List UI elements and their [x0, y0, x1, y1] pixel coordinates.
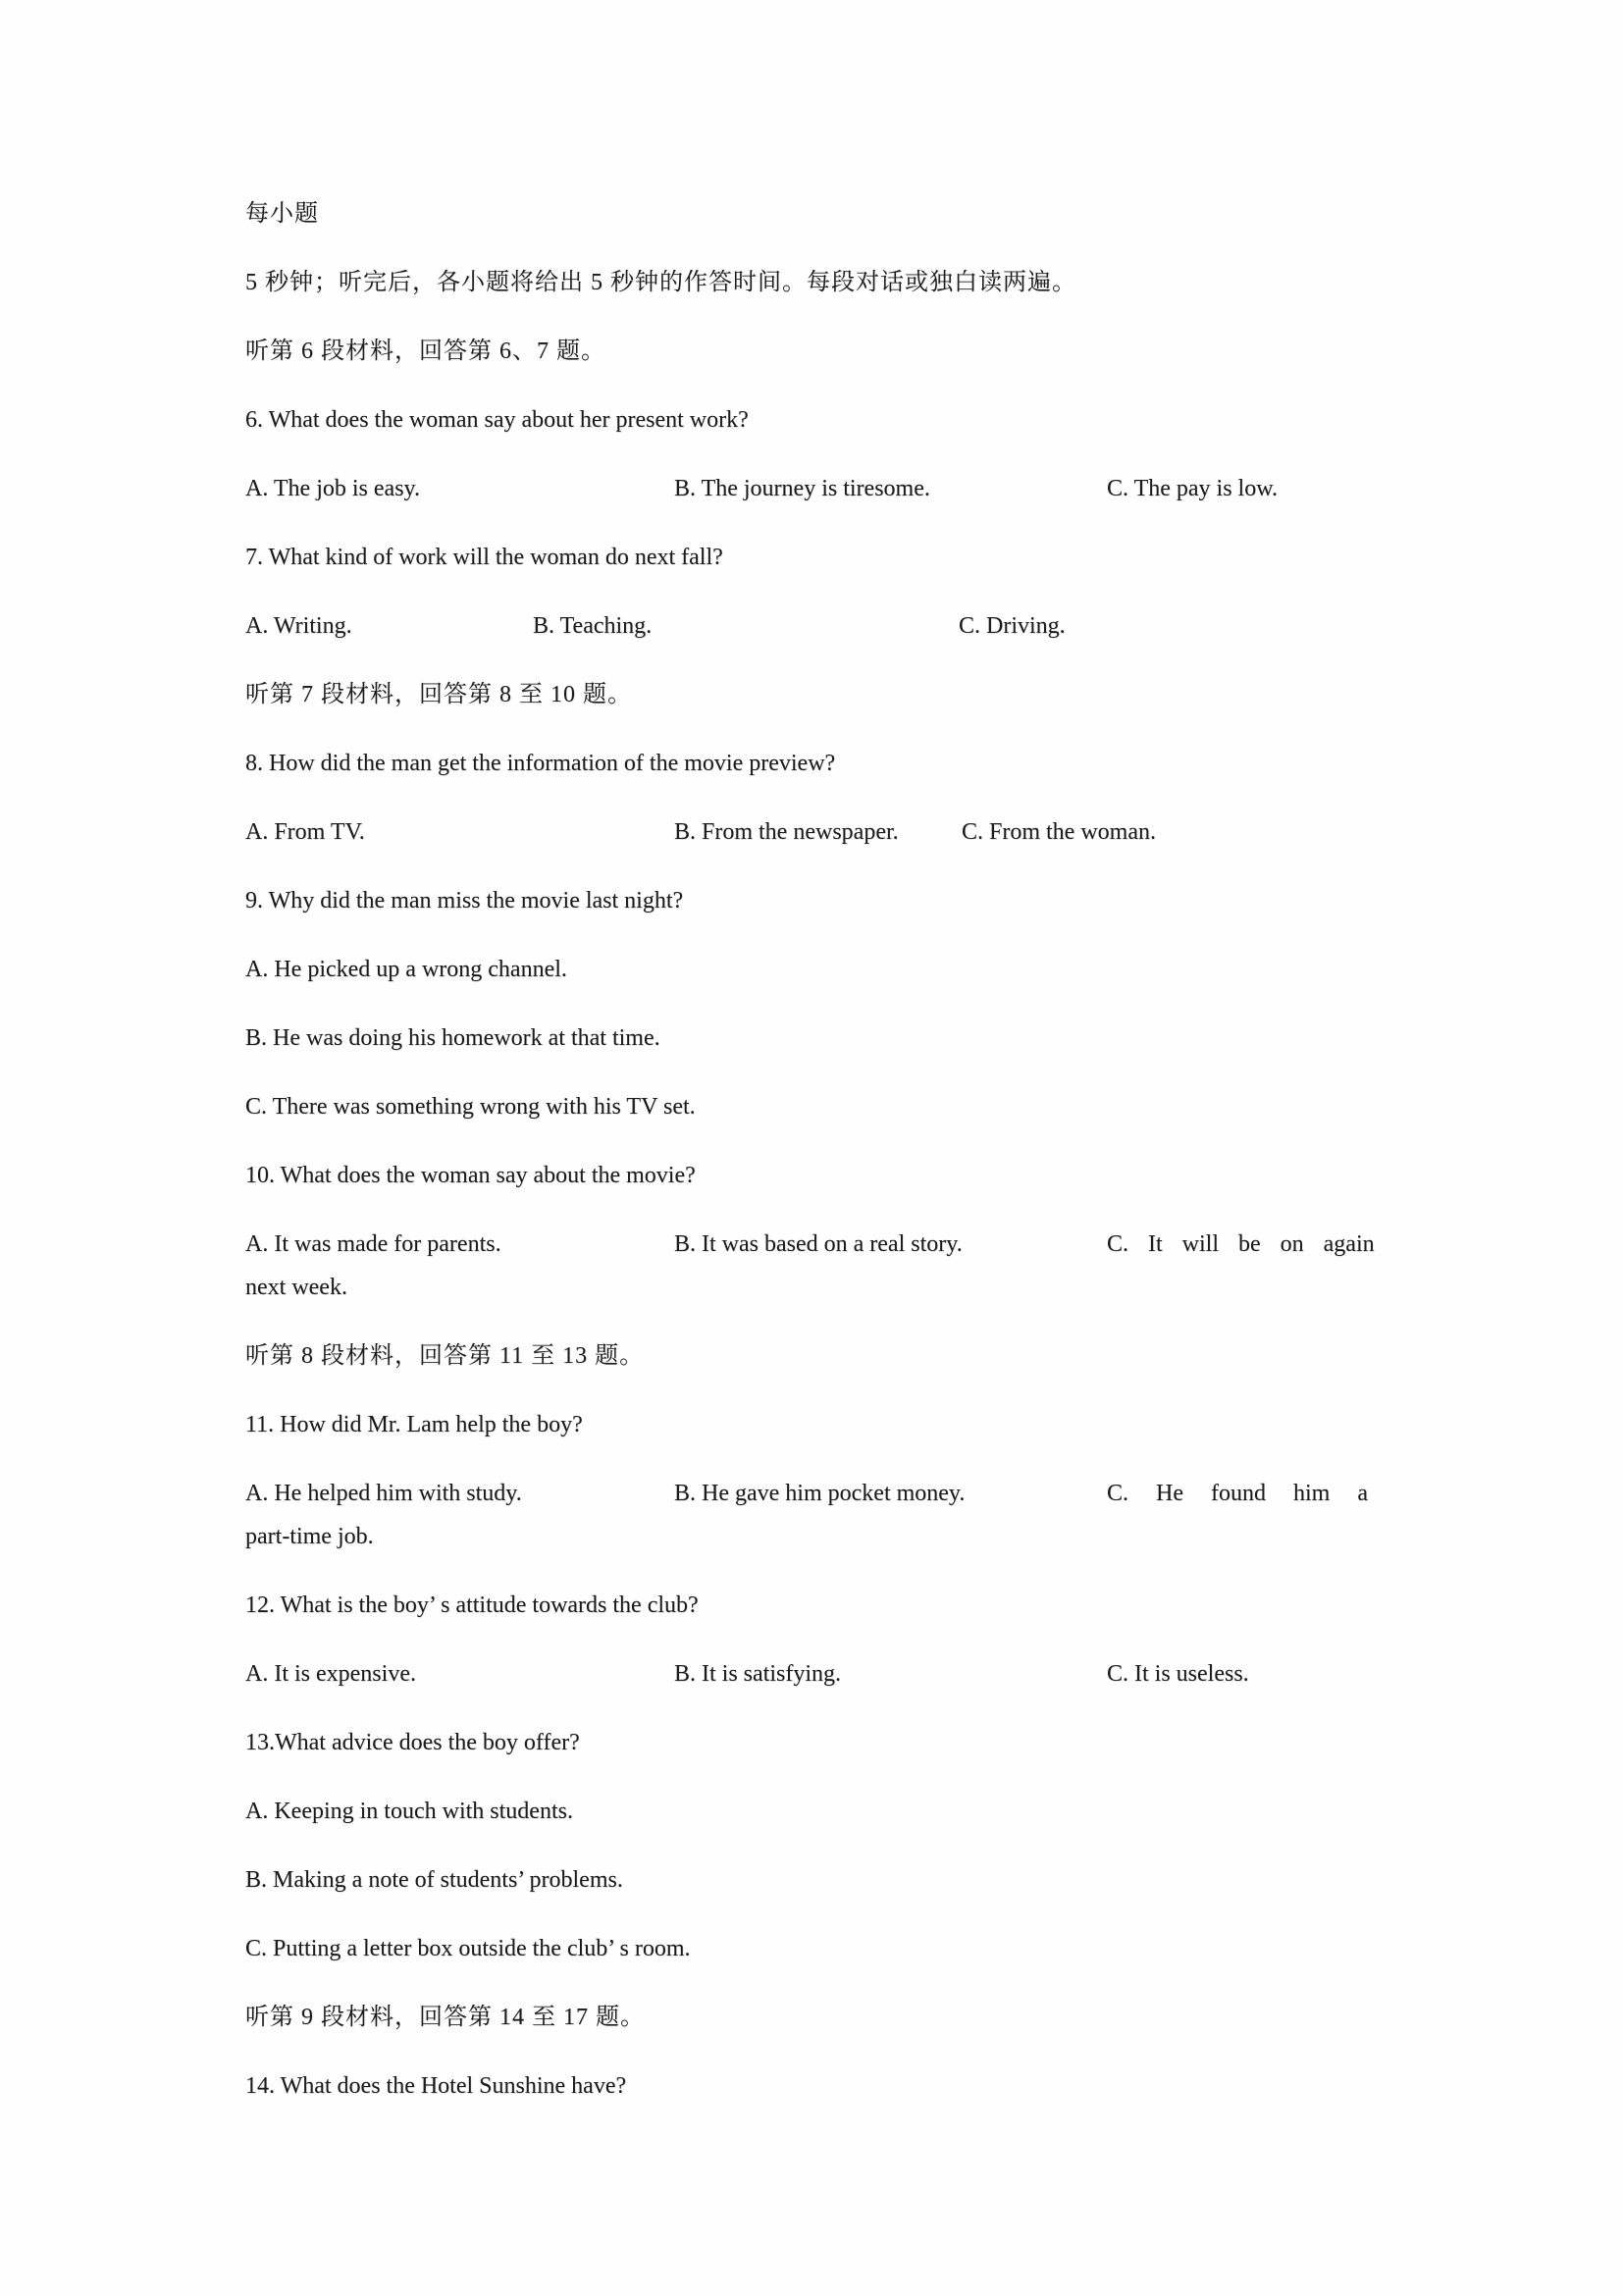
- section-header-8-10: 听第 7 段材料，回答第 8 至 10 题。: [245, 682, 632, 707]
- section-header-14-17: 听第 9 段材料，回答第 14 至 17 题。: [245, 2005, 645, 2030]
- question-8-options: [245, 810, 1384, 854]
- option-13-c: C. Putting a letter box outside the club’ s room.: [245, 1936, 691, 1961]
- section-header-6-7: 听第 6 段材料，回答第 6、7 题。: [245, 339, 605, 364]
- question-12-stem: 12. What is the boy’ s attitude towards the club?: [245, 1592, 699, 1618]
- option-11-a: A. He helped him with study.: [245, 1481, 522, 1506]
- question-13-stem: 13.What advice does the boy offer?: [245, 1730, 580, 1755]
- instruction-line: 5 秒钟；听完后，各小题将给出 5 秒钟的作答时间。每段对话或独白读两遍。: [245, 270, 1076, 295]
- question-7-options: [245, 604, 1384, 648]
- intro-fragment: 每小题: [245, 201, 319, 227]
- option-7-b: B. Teaching.: [533, 613, 653, 639]
- option-7-a: A. Writing.: [245, 613, 352, 639]
- option-8-c: C. From the woman.: [962, 819, 1156, 845]
- question-11-stem: 11. How did Mr. Lam help the boy?: [245, 1412, 583, 1437]
- question-8-stem: 8. How did the man get the information of the movie preview?: [245, 751, 836, 776]
- option-11-c-continuation: part-time job.: [245, 1524, 374, 1549]
- question-7-stem: 7. What kind of work will the woman do next fall?: [245, 545, 723, 570]
- option-13-a: A. Keeping in touch with students.: [245, 1799, 573, 1824]
- section-header-11-13: 听第 8 段材料，回答第 11 至 13 题。: [245, 1343, 645, 1369]
- option-9-a: A. He picked up a wrong channel.: [245, 957, 567, 982]
- option-12-b: B. It is satisfying.: [674, 1661, 842, 1687]
- question-6-stem: 6. What does the woman say about her present work?: [245, 407, 749, 433]
- option-8-b: B. From the newspaper.: [674, 819, 899, 845]
- option-8-a: A. From TV.: [245, 819, 365, 845]
- option-11-c: C. He found him a: [1107, 1481, 1368, 1506]
- option-6-c: C. The pay is low.: [1107, 476, 1278, 501]
- exam-content: [245, 192, 1384, 2133]
- option-7-c: C. Driving.: [959, 613, 1066, 639]
- question-6-options: [245, 467, 1384, 510]
- option-10-c: C. It will be on again: [1107, 1231, 1375, 1257]
- question-9-stem: 9. Why did the man miss the movie last night?: [245, 888, 684, 913]
- option-6-a: A. The job is easy.: [245, 476, 420, 501]
- question-11-options: [245, 1472, 1384, 1558]
- option-12-a: A. It is expensive.: [245, 1661, 416, 1687]
- option-13-b: B. Making a note of students’ problems.: [245, 1867, 623, 1893]
- question-10-stem: 10. What does the woman say about the movie?: [245, 1163, 696, 1188]
- option-10-c-continuation: next week.: [245, 1275, 347, 1300]
- option-12-c: C. It is useless.: [1107, 1661, 1249, 1687]
- question-14-stem: 14. What does the Hotel Sunshine have?: [245, 2073, 627, 2099]
- option-9-b: B. He was doing his homework at that time.: [245, 1025, 660, 1051]
- option-10-a: A. It was made for parents.: [245, 1231, 501, 1257]
- option-6-b: B. The journey is tiresome.: [674, 476, 930, 501]
- question-10-options: [245, 1223, 1384, 1309]
- option-11-b: B. He gave him pocket money.: [674, 1481, 966, 1506]
- option-9-c: C. There was something wrong with his TV set.: [245, 1094, 696, 1120]
- question-12-options: [245, 1652, 1384, 1696]
- option-10-b: B. It was based on a real story.: [674, 1231, 963, 1257]
